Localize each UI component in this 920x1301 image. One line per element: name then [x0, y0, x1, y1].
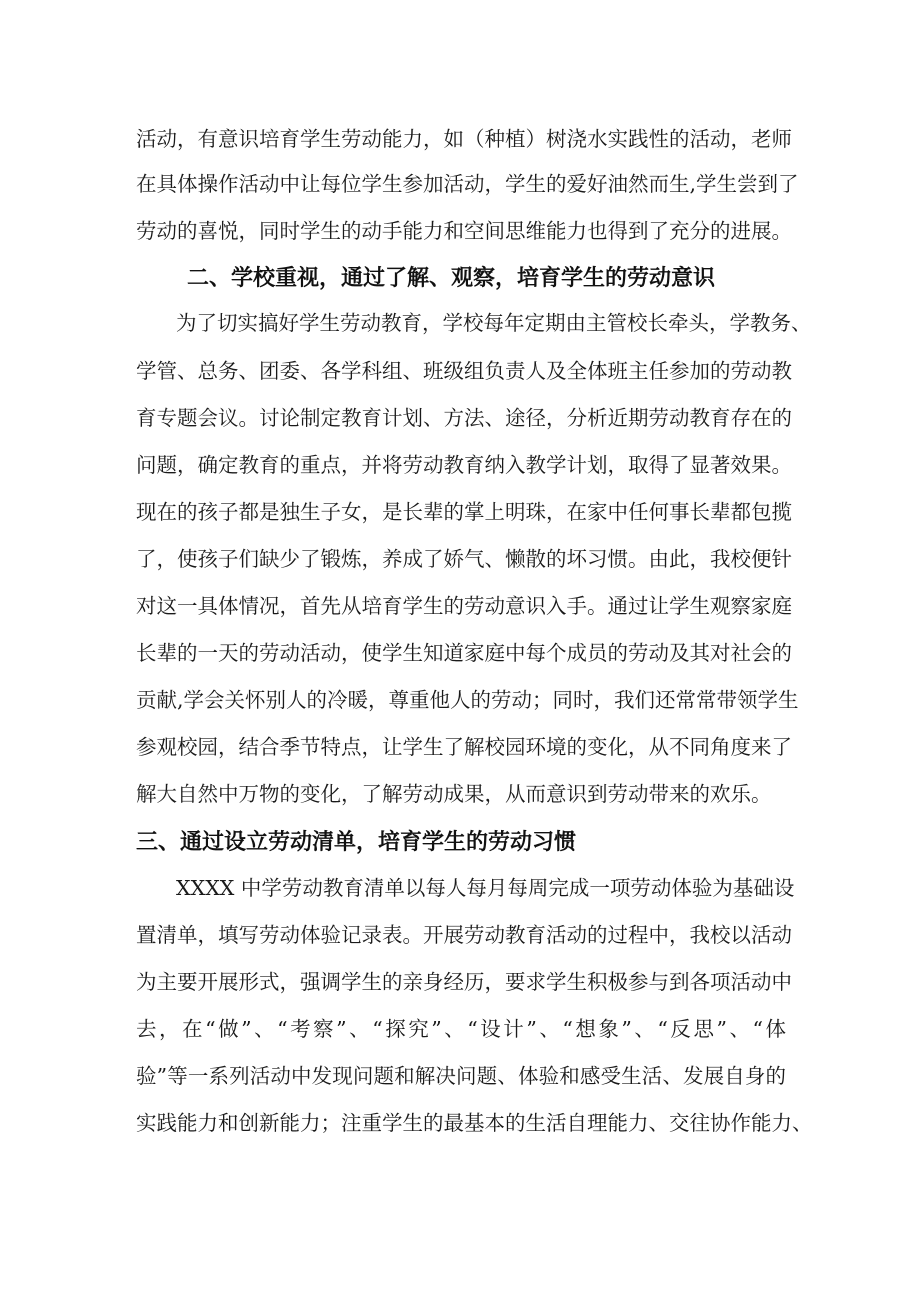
para2-line-9: 贡献,学会关怀别人的冷暖，尊重他人的劳动；同时，我们还常常带领学生	[136, 688, 799, 712]
para3-line-1: XXXX 中学劳动教育清单以每人每月每周完成一项劳动体验为基础设	[176, 876, 795, 900]
para2-line-1: 为了切实搞好学生劳动教育，学校每年定期由主管校长牵头，学教务、	[176, 311, 812, 335]
para2-line-3: 育专题会议。讨论制定教育计划、方法、途径，分析近期劳动教育存在的	[136, 406, 792, 430]
para2-line-4: 问题，确定教育的重点，并将劳动教育纳入教学计划，取得了显著效果。	[136, 453, 792, 477]
para1-line-3: 劳动的喜悦，同时学生的动手能力和空间思维能力也得到了充分的进展。	[136, 219, 792, 243]
para3-line-4: 去，在“做”、“考察”、“探究”、“设计”、“想象”、“反思”、“体	[136, 1017, 786, 1041]
para2-line-5: 现在的孩子都是独生子女，是长辈的掌上明珠，在家中任何事长辈都包揽	[136, 500, 792, 524]
para1-line-2: 在具体操作活动中让每位学生参加活动，学生的爱好油然而生,学生尝到了	[136, 172, 799, 196]
para3-line-6: 实践能力和创新能力；注重学生的最基本的生活自理能力、交往协作能力、	[136, 1111, 813, 1135]
section-heading-2: 二、学校重视，通过了解、观察，培育学生的劳动意识	[187, 266, 716, 291]
para2-line-11: 解大自然中万物的变化，了解劳动成果，从而意识到劳动带来的欢乐。	[136, 782, 772, 806]
para3-line-2: 置清单，填写劳动体验记录表。开展劳动教育活动的过程中，我校以活动	[136, 923, 792, 947]
para2-line-6: 了，使孩子们缺少了锻炼，养成了娇气、懒散的坏习惯。由此，我校便针	[136, 547, 792, 571]
para2-line-10: 参观校园，结合季节特点，让学生了解校园环境的变化，从不同角度来了	[136, 735, 792, 759]
para2-line-2: 学管、总务、团委、各学科组、班级组负责人及全体班主任参加的劳动教	[136, 359, 792, 383]
section-heading-3: 三、通过设立劳动清单，培育学生的劳动习惯	[136, 830, 577, 855]
para2-line-7: 对这一具体情况，首先从培育学生的劳动意识入手。通过让学生观察家庭	[136, 594, 792, 618]
para2-line-8: 长辈的一天的劳动活动，使学生知道家庭中每个成员的劳动及其对社会的	[136, 641, 792, 665]
para1-line-1: 活动，有意识培育学生劳动能力，如（种植）树浇水实践性的活动，老师	[136, 127, 792, 151]
para3-line-3: 为主要开展形式，强调学生的亲身经历，要求学生积极参与到各项活动中	[136, 970, 792, 994]
para3-line-5: 验”等一系列活动中发现问题和解决问题、体验和感受生活、发展自身的	[136, 1064, 786, 1088]
